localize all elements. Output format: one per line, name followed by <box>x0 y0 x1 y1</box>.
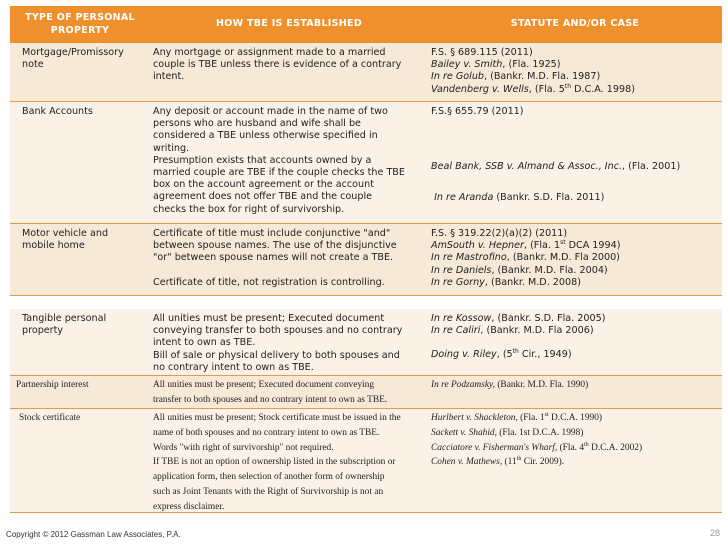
cell-text: , (Bankr. S.D. Fla. 2005) <box>491 313 606 324</box>
cell-text: Words "with right of survivorship" not required. <box>153 442 334 453</box>
cell-text: , (Bankr. M.D. Fla. 1987) <box>484 71 601 83</box>
cell-how <box>153 47 401 84</box>
case-name: AmSouth v. Hepner <box>431 240 524 252</box>
table-row <box>10 102 722 224</box>
cell-text: note <box>22 59 44 71</box>
copyright-notice: Copyright © 2012 Gassman Law Associates, P.A. <box>6 530 181 539</box>
case-name: In re Podzamsky, <box>431 380 495 390</box>
cell-text: Bank Accounts <box>22 106 93 117</box>
cell-text: D.C.A. 2002) <box>588 442 643 453</box>
cell-text: (Fla. 1st D.C.A. 1998) <box>496 427 584 438</box>
cell-text: Stock certificate <box>19 413 81 423</box>
cell-text: , (Fla. 1 <box>523 240 561 252</box>
table-row <box>10 376 722 409</box>
cell-type <box>19 411 80 426</box>
table-row <box>10 309 722 376</box>
cell-type <box>22 106 93 118</box>
cell-how <box>153 106 405 216</box>
cell-text: no contrary intent to own as TBE. <box>153 361 314 373</box>
cell-text: Bill of sale or physical delivery to both spouses and <box>153 349 400 361</box>
cell-text: , (Bankr. M.D. Fla 2000) <box>506 252 620 264</box>
cell-text: If TBE is not an option of ownership listed in the subscription or <box>153 457 396 468</box>
case-name: In re Aranda <box>434 192 494 204</box>
cell-text: Certificate of title must include conjunctive "and" <box>153 228 391 239</box>
cell-text: Motor vehicle and <box>22 228 109 239</box>
superscript: th <box>516 456 522 463</box>
cell-how <box>153 378 387 408</box>
cell-text: , (Fla. 2001) <box>622 161 681 173</box>
cell-text: checks the box for right of survivorship. <box>153 203 345 215</box>
case-name: Vandenberg v. Wells <box>431 83 529 95</box>
cell-text: , (Bankr. M.D. Fla. 2004) <box>491 264 608 276</box>
cell-text: Presumption exists that accounts owned by a <box>153 154 372 166</box>
cell-text: Any mortgage or assignment made to a married <box>153 47 386 58</box>
cell-type <box>16 378 89 393</box>
cell-text: , (Bankr. M.D. Fla 2006) <box>480 325 594 337</box>
case-name: In re Mastrofino <box>431 252 507 264</box>
cell-text: All unities must be present; Executed document <box>153 313 385 324</box>
cell-text: Cir., 1949) <box>518 349 572 361</box>
header-type-line2: PROPERTY <box>50 25 110 36</box>
cell-text: express disclaimer. <box>153 501 225 512</box>
cell-text: D.C.A. 1998) <box>571 83 635 95</box>
cell-text: (Bankr. M.D. Fla. 1990) <box>494 380 589 390</box>
superscript: st <box>544 411 549 418</box>
cell-text: intent. <box>153 71 185 83</box>
case-name: Hurlbert v. Shackleton, <box>431 413 518 423</box>
table-row <box>10 224 722 296</box>
cell-text: married couple are TBE if the couple checks the TBE <box>153 167 405 179</box>
cell-text: F.S. § 319.22(2)(a)(2) (2011) <box>431 228 568 239</box>
superscript: th <box>584 441 589 448</box>
cell-type <box>22 228 108 252</box>
cell-text: F.S. § 689.115 (2011) <box>431 47 533 58</box>
cell-text: , (5 <box>496 349 513 361</box>
case-name: In re Golub <box>431 71 484 83</box>
case-name: Bailey v. Smith <box>431 59 503 71</box>
cell-text: mobile home <box>22 240 85 252</box>
superscript: st <box>560 239 566 247</box>
cell-text: considered a TBE unless otherwise specified in <box>153 130 378 142</box>
case-name: Doing v. Riley <box>431 349 497 361</box>
cell-how <box>153 313 402 374</box>
cell-text: intent to own as TBE. <box>153 337 256 349</box>
superscript: th <box>564 82 572 90</box>
cell-text: Mortgage/Promissory <box>22 47 124 58</box>
cell-how <box>153 228 397 289</box>
cell-text: agreement does not offer TBE and the couple <box>153 191 373 203</box>
cell-statute <box>431 47 635 96</box>
cell-text: Partnership interest <box>16 380 89 390</box>
cell-statute <box>431 378 588 393</box>
case-name: Sackett v. Shahid, <box>431 427 497 438</box>
cell-text: All unities must be present; Stock certificate must be issued in the <box>153 413 401 423</box>
cell-text: name of both spouses and no contrary intent to own as TBE. <box>153 427 380 438</box>
cell-statute <box>431 228 620 289</box>
case-name: Beal Bank, SSB v. Almand & Assoc., Inc. <box>431 161 623 173</box>
cell-text: box on the account agreement or the account <box>153 179 374 191</box>
cell-type <box>22 313 106 337</box>
cell-text: (Fla. 1 <box>517 413 545 423</box>
cell-text: , (Bankr. M.D. 2008) <box>484 276 581 288</box>
cell-text: conveying transfer to both spouses and no contrary <box>153 325 403 337</box>
cell-text: transfer to both spouses and no contrary intent to own as TBE. <box>153 394 388 405</box>
case-name: Cacciatore v. Fisherman's Wharf, <box>431 442 558 453</box>
cell-text: (Bankr. S.D. Fla. 2011) <box>493 192 605 204</box>
header-statute: STATUTE AND/OR CASE <box>510 18 640 29</box>
case-name: In re Daniels <box>431 264 492 276</box>
header-type-line1: TYPE OF PERSONAL <box>25 12 135 23</box>
cell-text: Cir. 2009). <box>521 457 565 468</box>
cell-text: persons who are husband and wife shall be <box>153 118 361 130</box>
header-how: HOW TBE IS ESTABLISHED <box>215 18 363 29</box>
cell-text: Any deposit or account made in the name of two <box>153 106 388 117</box>
cell-type <box>22 47 124 71</box>
cell-text: , (Fla. 1925) <box>502 59 561 71</box>
cell-text: application form, then selection of another form of ownership <box>153 472 385 483</box>
cell-statute <box>431 313 605 362</box>
case-name: In re Caliri <box>431 325 481 337</box>
cell-text: couple is TBE unless there is evidence of a contrary <box>153 59 402 71</box>
table-row <box>10 409 722 513</box>
cell-text: , (Fla. 5 <box>528 83 565 95</box>
case-name: In re Gorny <box>431 276 485 288</box>
table-header <box>10 6 722 43</box>
cell-text: D.C.A. 1990) <box>548 413 603 423</box>
cell-text: Tangible personal <box>22 313 107 324</box>
header-type <box>10 11 150 37</box>
cell-text: (11 <box>502 457 517 468</box>
cell-text: "or" between spouse names will not create a TBE. <box>153 252 394 264</box>
cell-text: writing. <box>153 142 190 154</box>
cell-how <box>153 411 401 515</box>
page-number: 28 <box>709 528 720 538</box>
cell-text: Certificate of title, not registration is controlling. <box>153 276 385 288</box>
case-name: In re Kossow <box>431 313 492 324</box>
superscript: th <box>512 348 519 356</box>
cell-statute <box>431 411 642 470</box>
cell-text: All unities must be present; Executed document conveying <box>153 380 375 390</box>
cell-text: DCA 1994) <box>565 240 621 252</box>
cell-text: between spouse names. The use of the disjunctive <box>153 240 397 252</box>
cell-text: (Fla. 4 <box>557 442 585 453</box>
cell-text: such as Joint Tenants with the Right of Survivorship is not an <box>153 486 384 497</box>
cell-statute <box>431 106 680 205</box>
cell-text: property <box>22 325 64 337</box>
cell-text: F.S.§ 655.79 (2011) <box>431 106 524 117</box>
case-name: Cohen v. Mathews, <box>431 457 503 468</box>
table-row <box>10 43 722 102</box>
